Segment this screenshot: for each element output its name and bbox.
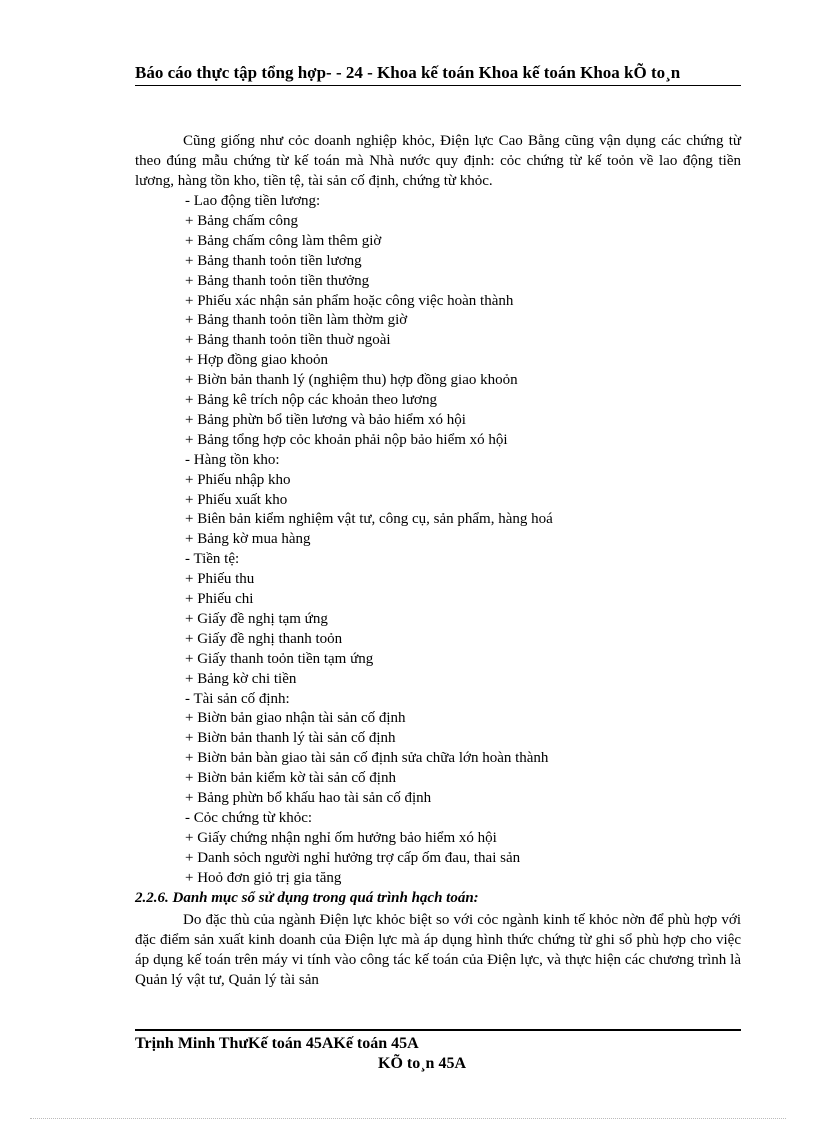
intro-paragraph [135,131,741,191]
intro-paragraph-text: Cũng giống như cỏc doanh nghiệp khỏc, Điện lực Cao Bằng cũng vận dụng các chứng từ theo đúng mẫu chứng từ kế toán mà Nhà nước quy định: cỏc chứng từ kế toỏn về lao động tiền lương, hàng tồn kho, tiền tệ, tài sản cố định, chứng từ khỏc. [135,133,741,189]
page-header [135,63,741,86]
header-title: Báo cáo thực tập tổng hợp- - 24 - Khoa kế toán Khoa kế toán Khoa kÕ to¸n [135,63,681,82]
list-item: + Bảng chấm công làm thêm giờ [185,232,382,249]
list-item: + Bảng thanh toỏn tiền lương [185,252,362,269]
list-category: - Hàng tồn kho: [185,451,280,468]
list-item: + Biờn bản thanh lý (nghiệm thu) hợp đồng giao khoỏn [185,372,518,389]
list-item: + Phiếu xuất kho [185,491,288,508]
list-item: + Bảng phừn bổ tiền lương và bảo hiểm xó hội [185,411,466,428]
list-item: + Phiếu chi [185,591,254,607]
list-item: + Bảng kê trích nộp các khoản theo lương [185,392,437,408]
list-item: + Bảng kờ chi tiền [185,670,297,687]
footer-class: KÕ to¸n 45A [378,1055,466,1072]
list-item: + Bảng tổng hợp cỏc khoản phải nộp bảo hiểm xó hội [185,431,508,448]
list-item: + Giấy đề nghị thanh toỏn [185,630,343,647]
section-paragraph-text: Do đặc thù của ngành Điện lực khỏc biệt so với cỏc ngành kinh tế khỏc nờn để phù hợp với đặc điểm sản xuất kinh doanh của Điện lực mà áp dụng hình thức chứng từ ghi sổ phù hợp cho việc áp dụng kế toán trên máy vi tính vào công tác kế toán của Điện lực, và thực hiện các chương trình là Quản lý vật tư, Quản lý tài sản [135,912,741,988]
list-category: - Lao động tiền lương: [185,193,321,209]
list-item: + Phiếu nhập kho [185,471,291,488]
list-item: + Giấy đề nghị tạm ứng [185,610,328,627]
list-item: + Bảng thanh toỏn tiền thưởng [185,272,370,289]
list-category: - Tiền tệ: [185,551,240,568]
section-heading: 2.2.6. Danh mục sổ sử dụng trong quá trình hạch toán: [135,890,479,906]
list-item: + Bảng phừn bổ khấu hao tài sản cố định [185,790,432,806]
list-item: + Bảng thanh toỏn tiền thuờ ngoài [185,332,391,349]
list-item: + Giấy chứng nhận nghỉ ốm hưởng bảo hiểm xó hội [185,829,497,846]
list-item: + Biên bản kiểm nghiệm vật tư, công cụ, sản phẩm, hàng hoá [185,511,553,528]
footer-rule [135,1029,741,1031]
page-edge-dots [30,1118,786,1119]
list-item: + Biờn bản thanh lý tài sản cố định [185,730,396,747]
list-item: + Phiếu xác nhận sản phẩm hoặc công việc hoàn thành [185,292,514,309]
list-item: + Hoỏ đơn giỏ trị gia tăng [185,869,342,886]
list-category: - Tài sản cố định: [185,690,290,707]
section-paragraph [135,910,741,990]
list-item: + Phiếu thu [185,571,255,588]
list-item: + Giấy thanh toỏn tiền tạm ứng [185,650,374,667]
list-item: + Bảng chấm công [185,212,299,229]
list-item: + Biờn bản bàn giao tài sản cố định sửa chữa lớn hoàn thành [185,750,549,767]
list-item: + Biờn bản giao nhận tài sản cố định [185,710,406,727]
list-category: - Cỏc chứng từ khỏc: [185,809,313,826]
list-item: + Danh sỏch người nghỉ hưởng trợ cấp ốm đau, thai sản [185,849,521,866]
list-item: + Bảng kờ mua hàng [185,531,311,548]
list-item: + Biờn bản kiểm kờ tài sản cố định [185,770,396,787]
footer-author: Trịnh Minh ThưKế toán 45AKế toán 45A [135,1035,419,1052]
list-item: + Hợp đồng giao khoỏn [185,352,329,369]
list-item: + Bảng thanh toỏn tiền làm thờm giờ [185,312,408,329]
